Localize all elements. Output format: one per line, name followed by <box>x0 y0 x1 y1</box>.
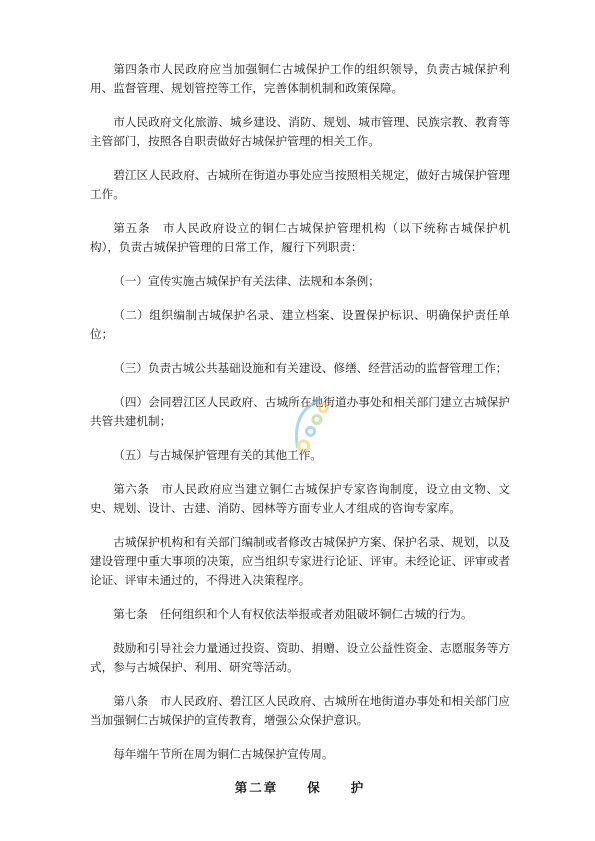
article-6-review-paragraph: 古城保护机构和有关部门编制或者修改古城保护方案、保护名录、规划，以及建设管理中重大事项的决策，应当组织专家进行论证、评审。未经论证、评审或者论证、评审未通过的，不得进入决策程序。 <box>90 535 510 587</box>
duty-item-1: （一）宣传实施古城保护有关法律、法规和本条例； <box>113 274 380 288</box>
duty-item-4: （四）会同碧江区人民政府、古城所在地街道办事处和相关部门建立古城保护共管共建机制； <box>90 395 510 428</box>
article-4-departments-paragraph: 市人民政府文化旅游、城乡建设、消防、规划、城市管理、民族宗教、教育等主管部门，按照各自职责做好古城保护管理的相关工作。 <box>90 115 510 148</box>
article-8-paragraph: 第八条 市人民政府、碧江区人民政府、古城所在地街道办事处和相关部门应当加强铜仁古城保护的宣传教育，增强公众保护意识。 <box>90 694 510 727</box>
article-4-district-paragraph: 碧江区人民政府、古城所在街道办事处应当按照相关规定，做好古城保护管理工作。 <box>90 168 510 201</box>
duty-item-2: （二）组织编制古城保护名录、建立档案、设置保护标识、明确保护责任单位； <box>90 308 510 341</box>
document-body <box>90 60 510 796</box>
chapter-heading: 第二章 保 护 <box>234 780 366 795</box>
article-6-paragraph: 第六条 市人民政府应当建立铜仁古城保护专家咨询制度，设立由文物、文史、规划、设计、古建、消防、园林等方面专业人才组成的咨询专家库。 <box>90 482 510 515</box>
article-7-paragraph: 第七条 任何组织和个人有权依法举报或者劝阻破坏铜仁古城的行为。 <box>113 607 473 621</box>
article-4-paragraph: 第四条市人民政府应当加强铜仁古城保护工作的组织领导，负责古城保护利用、监督管理、规划管控等工作，完善体制机制和政策保障。 <box>90 62 510 95</box>
publicity-week-paragraph: 每年端午节所在周为铜仁古城保护宣传周。 <box>113 747 334 761</box>
article-7-encourage-paragraph: 鼓励和引导社会力量通过投资、资助、捐赠、设立公益性资金、志愿服务等方式，参与古城保护、利用、研究等活动。 <box>90 641 510 674</box>
article-5-paragraph: 第五条 市人民政府设立的铜仁古城保护管理机构（以下统称古城保护机构），负责古城保护管理的日常工作，履行下列职责： <box>90 221 510 254</box>
duty-item-3: （三）负责古城公共基础设施和有关建设、修缮、经营活动的监督管理工作； <box>113 361 508 375</box>
duty-item-5: （五）与古城保护管理有关的其他工作。 <box>113 448 322 462</box>
